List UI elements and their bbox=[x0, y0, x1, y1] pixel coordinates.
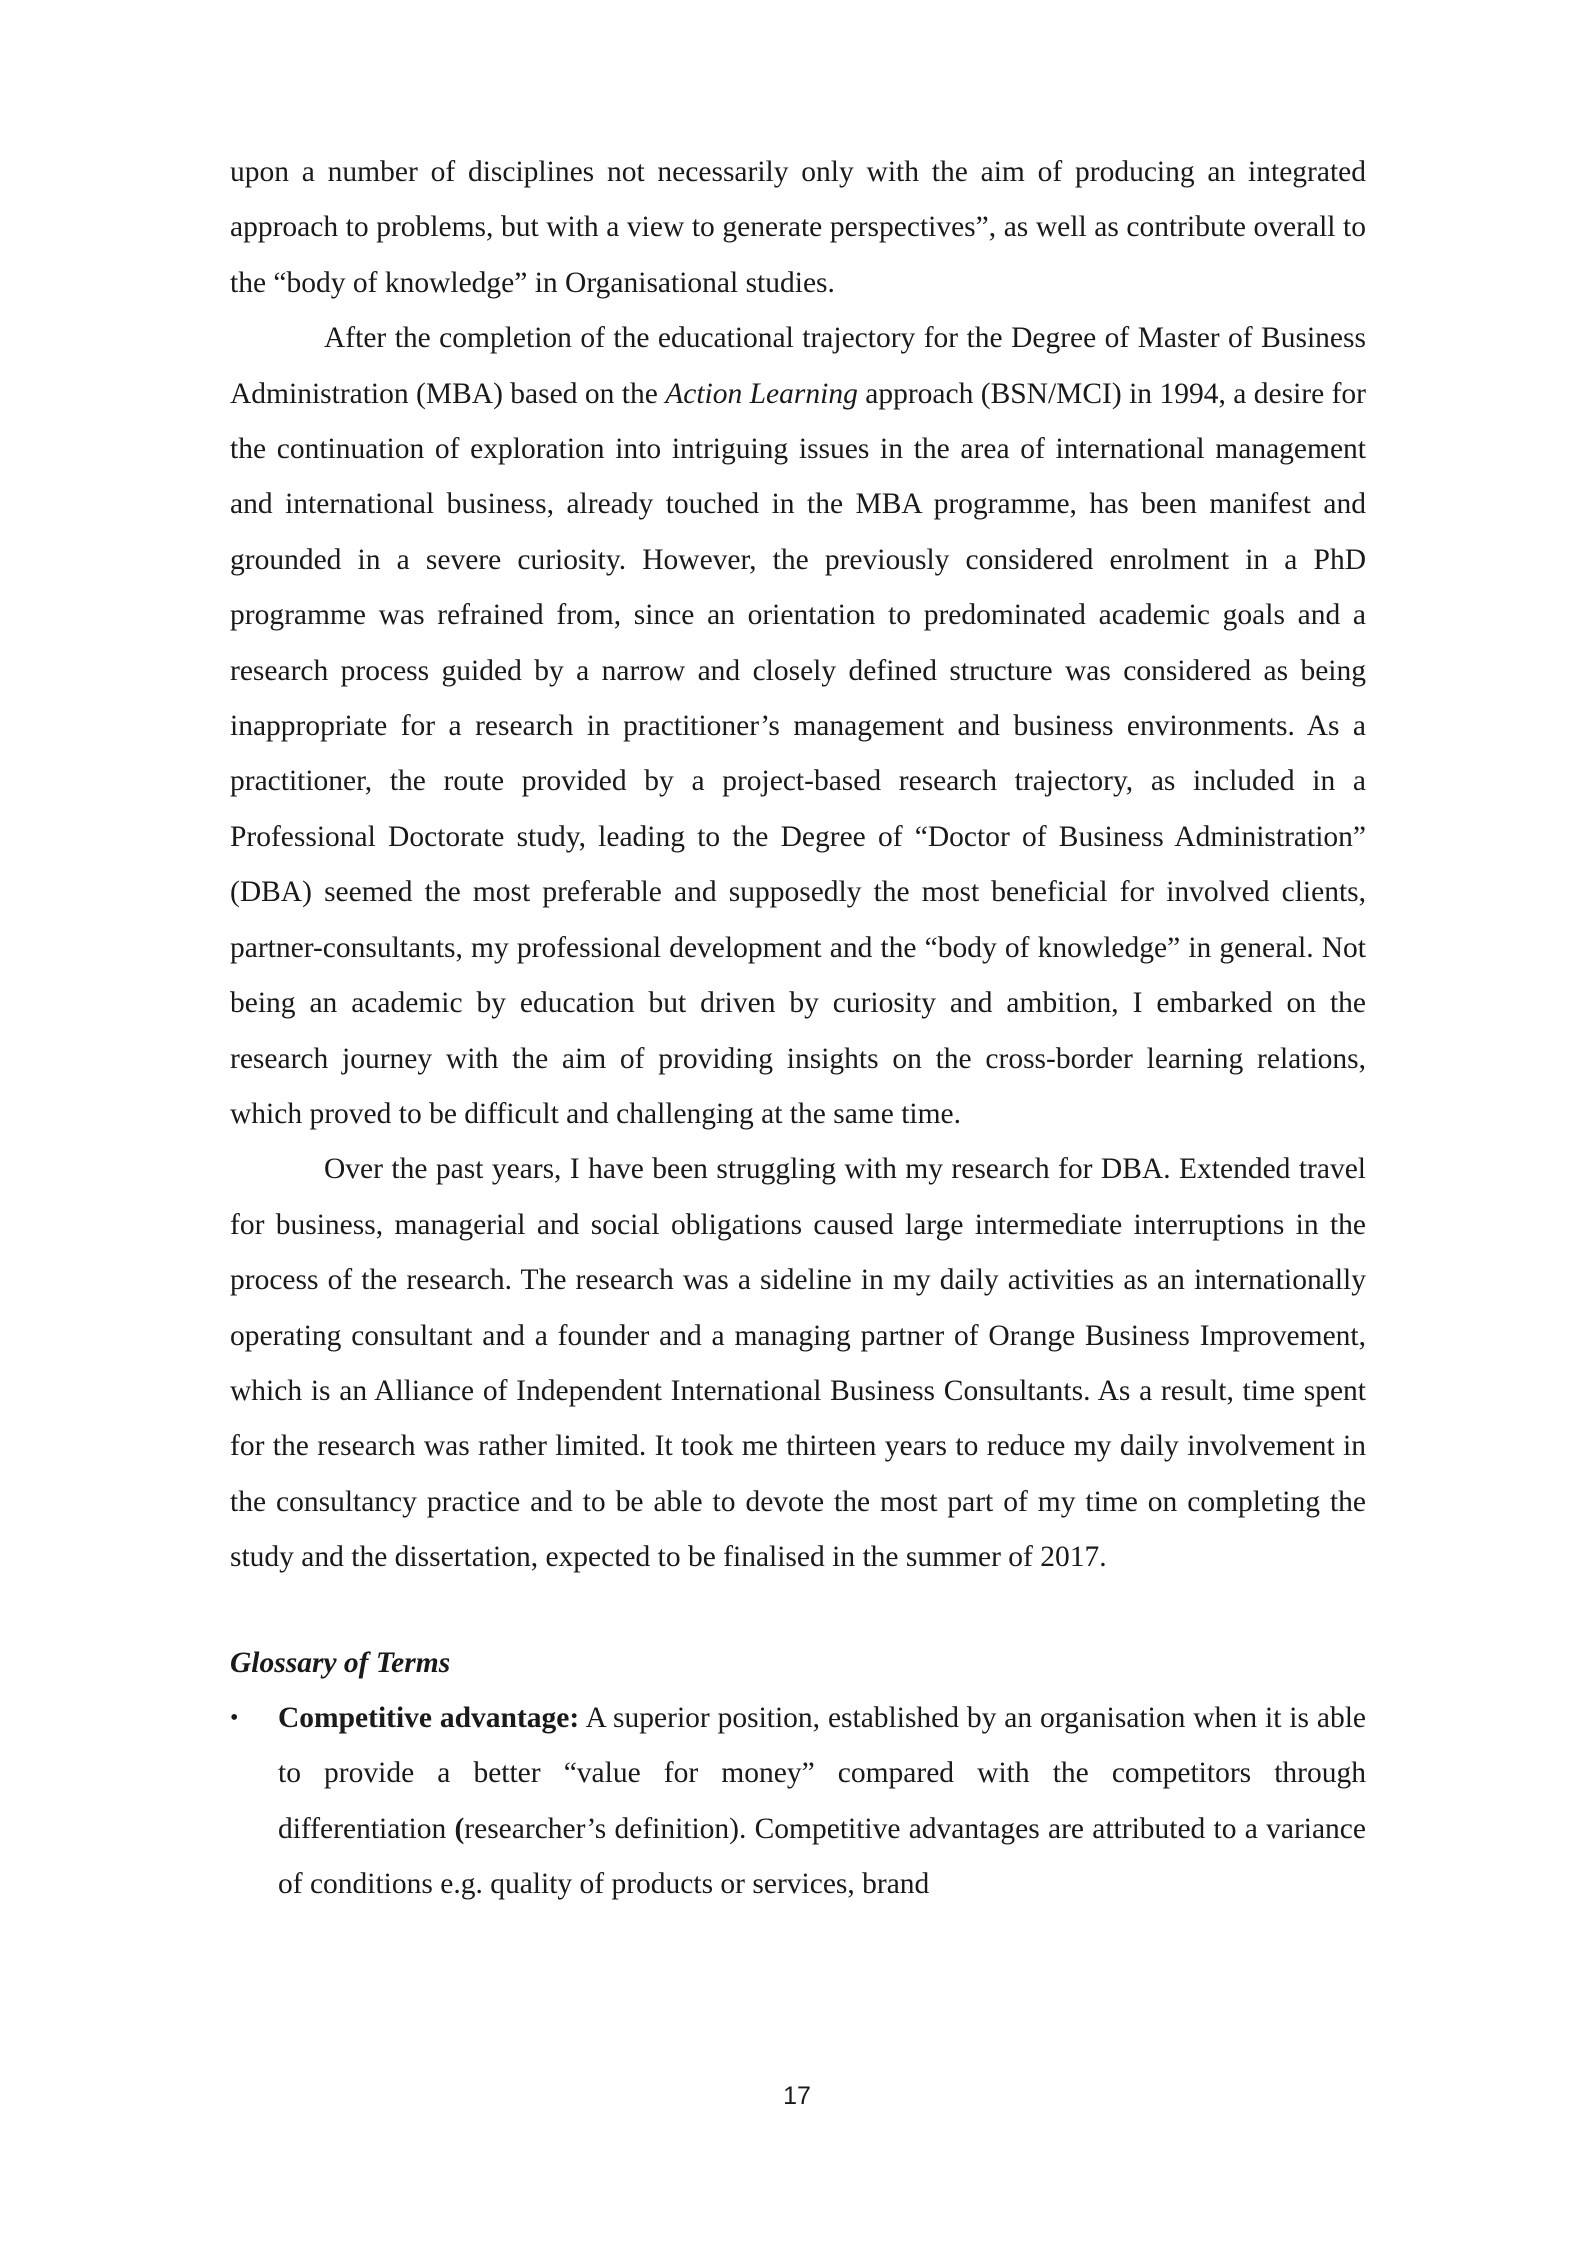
glossary-definition-text: A superior position, established by an organisation when it is able to provide a better “value for money” compared with the competitors through differentiation bbox=[278, 1701, 1366, 1845]
glossary-heading: Glossary of Terms bbox=[230, 1646, 451, 1679]
paragraph-mba-trajectory bbox=[230, 311, 1366, 1142]
section-spacer bbox=[230, 1586, 1366, 1636]
document-page bbox=[230, 145, 1366, 1913]
paragraph-dba-struggle: Over the past years, I have been struggling with my research for DBA. Extended travel for business, managerial and social obligations caused large intermediate interruptions in the process of the research. The research was a sideline in my daily activities as an internationally operating consultant and a founder and a managing partner of Orange Business Improvement, which is an Alliance of Independent International Business Consultants. As a result, time spent for the research was rather limited. It took me thirteen years to reduce my daily involvement in the consultancy practice and to be able to devote the most part of my time on completing the study and the dissertation, expected to be finalised in the summer of 2017. bbox=[230, 1153, 1366, 1574]
glossary-item-competitive-advantage bbox=[230, 1691, 1366, 1913]
page-number: 17 bbox=[783, 2082, 811, 2110]
glossary-definition-text-cont: researcher’s definition). Competitive advantages are attributed to a variance of conditions e.g. quality of products or services, brand bbox=[278, 1812, 1366, 1901]
glossary-paren: ( bbox=[454, 1812, 465, 1845]
glossary-list bbox=[230, 1691, 1366, 1913]
action-learning-term: Action Learning bbox=[665, 377, 858, 410]
paragraph-mba-text-end: approach (BSN/MCI) in 1994, a desire for the continuation of exploration into intriguing issues in the area of international management and international business, already touched in the MBA programme, has been manifest and grounded in a severe curiosity. However, the previously considered enrolment in a PhD programme was refrained from, since an orientation to predominated academic goals and a research process guided by a narrow and closely defined structure was considered as being inappropriate for a research in practitioner’s management and business environments. As a practitioner, the route provided by a project-based research trajectory, as included in a Professional Doctorate study, leading to the Degree of “Doctor of Business Administration” (DBA) seemed the most preferable and supposedly the most beneficial for involved clients, partner-consultants, my professional development and the “body of knowledge” in general. Not being an academic by education but driven by curiosity and ambition, I embarked on the research journey with the aim of providing insights on the cross-border learning relations, which proved to be difficult and challenging at the same time. bbox=[230, 377, 1366, 1130]
paragraph-mba-text-start: After the completion of the educational trajectory for the Degree of Master of Business Administration (MBA) based on the bbox=[230, 322, 1366, 410]
glossary-definition bbox=[278, 1691, 1366, 1913]
glossary-term: Competitive advantage: bbox=[278, 1701, 580, 1734]
paragraph-disciplines: upon a number of disciplines not necessarily only with the aim of producing an integrated approach to problems, but with a view to generate perspectives”, as well as contribute overall to the “body of knowledge” in Organisational studies. bbox=[230, 156, 1366, 299]
bullet-icon: • bbox=[230, 1704, 239, 1731]
